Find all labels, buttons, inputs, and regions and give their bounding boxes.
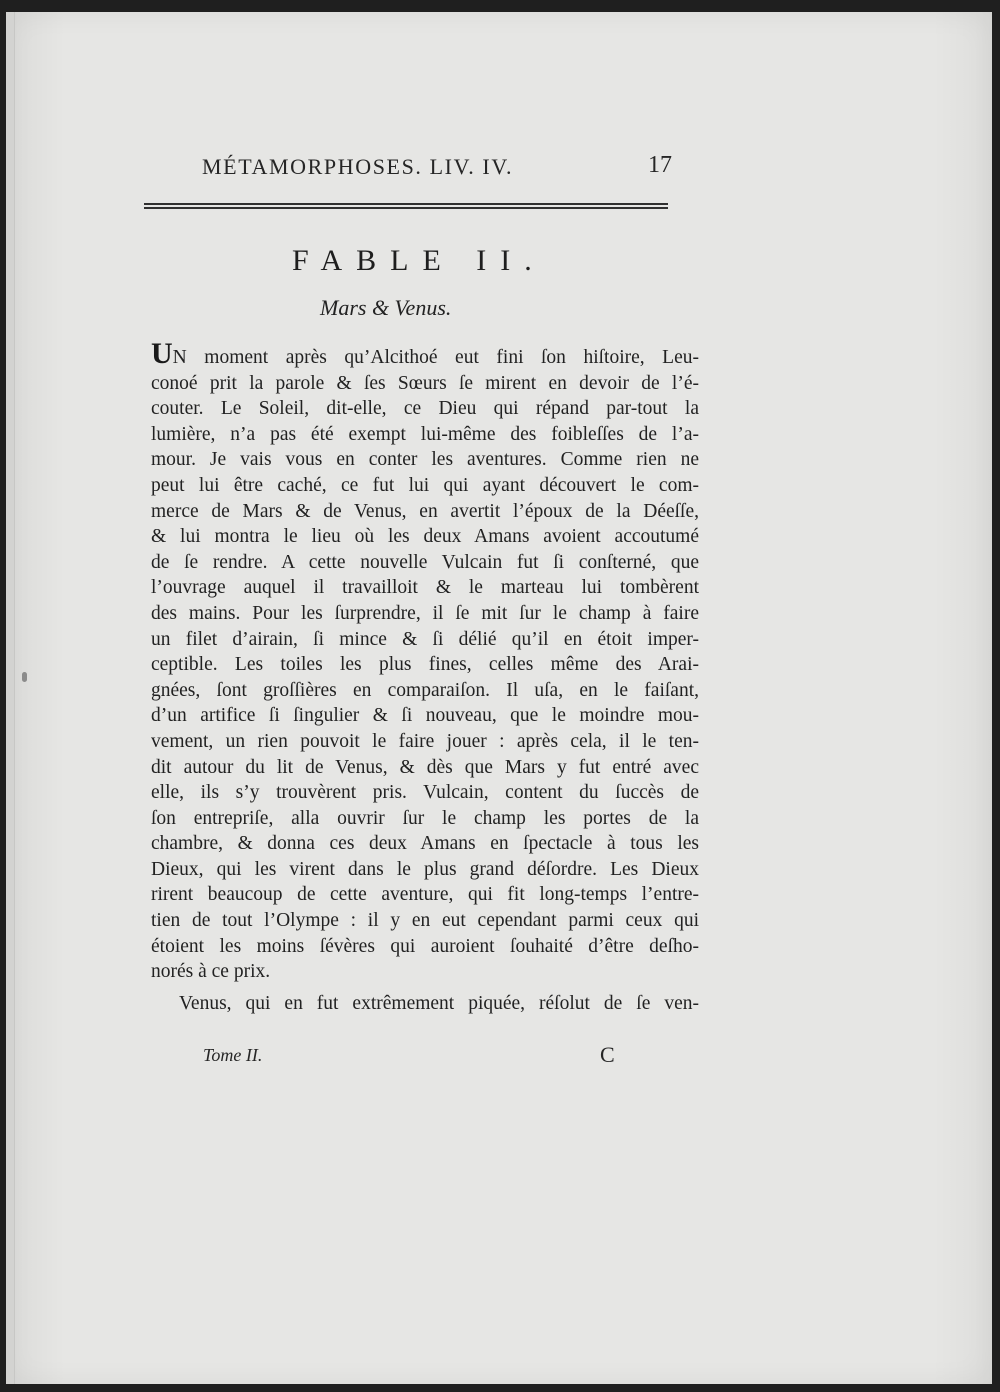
text-line: l’ouvrage auquel il travailloit & le marteau lui tombèrent (151, 577, 699, 599)
drop-cap: U (151, 337, 173, 370)
page-gutter-edge (6, 12, 15, 1384)
signature-mark: C (600, 1042, 615, 1067)
text-line: & lui montra le lieu où les deux Amans avoient accoutumé (151, 526, 699, 548)
text-line: ſon entrepriſe, alla ouvrir ſur le champ les portes de la (151, 807, 699, 829)
text-line: couter. Le Soleil, dit-elle, ce Dieu qui répand par-tout la (151, 398, 699, 420)
continuation-line: Venus, qui en fut extrêmement piquée, réſolut de ſe ven- (179, 992, 699, 1014)
fable-title: FABLE II. (292, 244, 546, 277)
text-line: N moment après qu’Alcithoé eut fini ſon hiſtoire, Leu- (172, 347, 699, 368)
page-number: 17 (648, 152, 672, 178)
text-line: d’un artifice ſi ſingulier & ſi nouveau, que le moindre mou- (151, 705, 699, 727)
fable-subtitle: Mars & Venus. (320, 295, 452, 320)
text-line: merce de Mars & de Venus, en avertit l’époux de la Déeſſe, (151, 500, 699, 522)
text-line: rirent beaucoup de cette aventure, qui fit long-temps l’entre- (151, 884, 699, 906)
signature: Tome II. (203, 1045, 263, 1065)
text-line: étoient les moins ſévères qui auroient ſouhaité d’être deſho- (151, 935, 699, 957)
text-line: chambre, & donna ces deux Amans en ſpectacle à tous les (151, 833, 699, 855)
text-line: elle, ils s’y trouvèrent pris. Vulcain, content du ſuccès de (151, 782, 699, 804)
running-head: MÉTAMORPHOSES. LIV. IV. (202, 154, 514, 179)
book-page (6, 12, 992, 1384)
text-line: lumière, n’a pas été exempt lui-même des foibleſſes de l’a- (151, 423, 699, 445)
body-text (151, 337, 699, 1016)
text-line: norés à ce prix. (151, 961, 271, 983)
header-rule (144, 203, 668, 209)
text-line: peut lui être caché, ce fut lui qui ayant découvert le com- (151, 474, 699, 496)
text-line: gnées, ſont groſſières en comparaiſon. Il uſa, en le faiſant, (151, 679, 699, 701)
text-line: Dieux, qui les virent dans le plus grand déſordre. Les Dieux (151, 858, 699, 880)
text-line: conoé prit la parole & ſes Sœurs ſe mirent en devoir de l’é- (151, 372, 699, 394)
text-line: un filet d’airain, ſi mince & ſi délié qu’il en étoit imper- (151, 628, 699, 650)
text-line: tien de tout l’Olympe : il y en eut cependant parmi ceux qui (151, 910, 699, 932)
text-line: dit autour du lit de Venus, & dès que Mars y fut entré avec (151, 756, 699, 778)
text-line: de ſe rendre. A cette nouvelle Vulcain fut ſi conſterné, que (151, 551, 699, 573)
text-line: vement, un rien pouvoit le faire jouer : après cela, il le ten- (151, 730, 699, 752)
text-line: mour. Je vais vous en conter les aventures. Comme rien ne (151, 449, 699, 471)
text-line: ceptible. Les toiles les plus fines, celles même des Arai- (151, 654, 699, 676)
first-line (151, 337, 699, 371)
ink-speck (22, 672, 27, 682)
text-line: des mains. Pour les ſurprendre, il ſe mit ſur le champ à faire (151, 602, 699, 624)
